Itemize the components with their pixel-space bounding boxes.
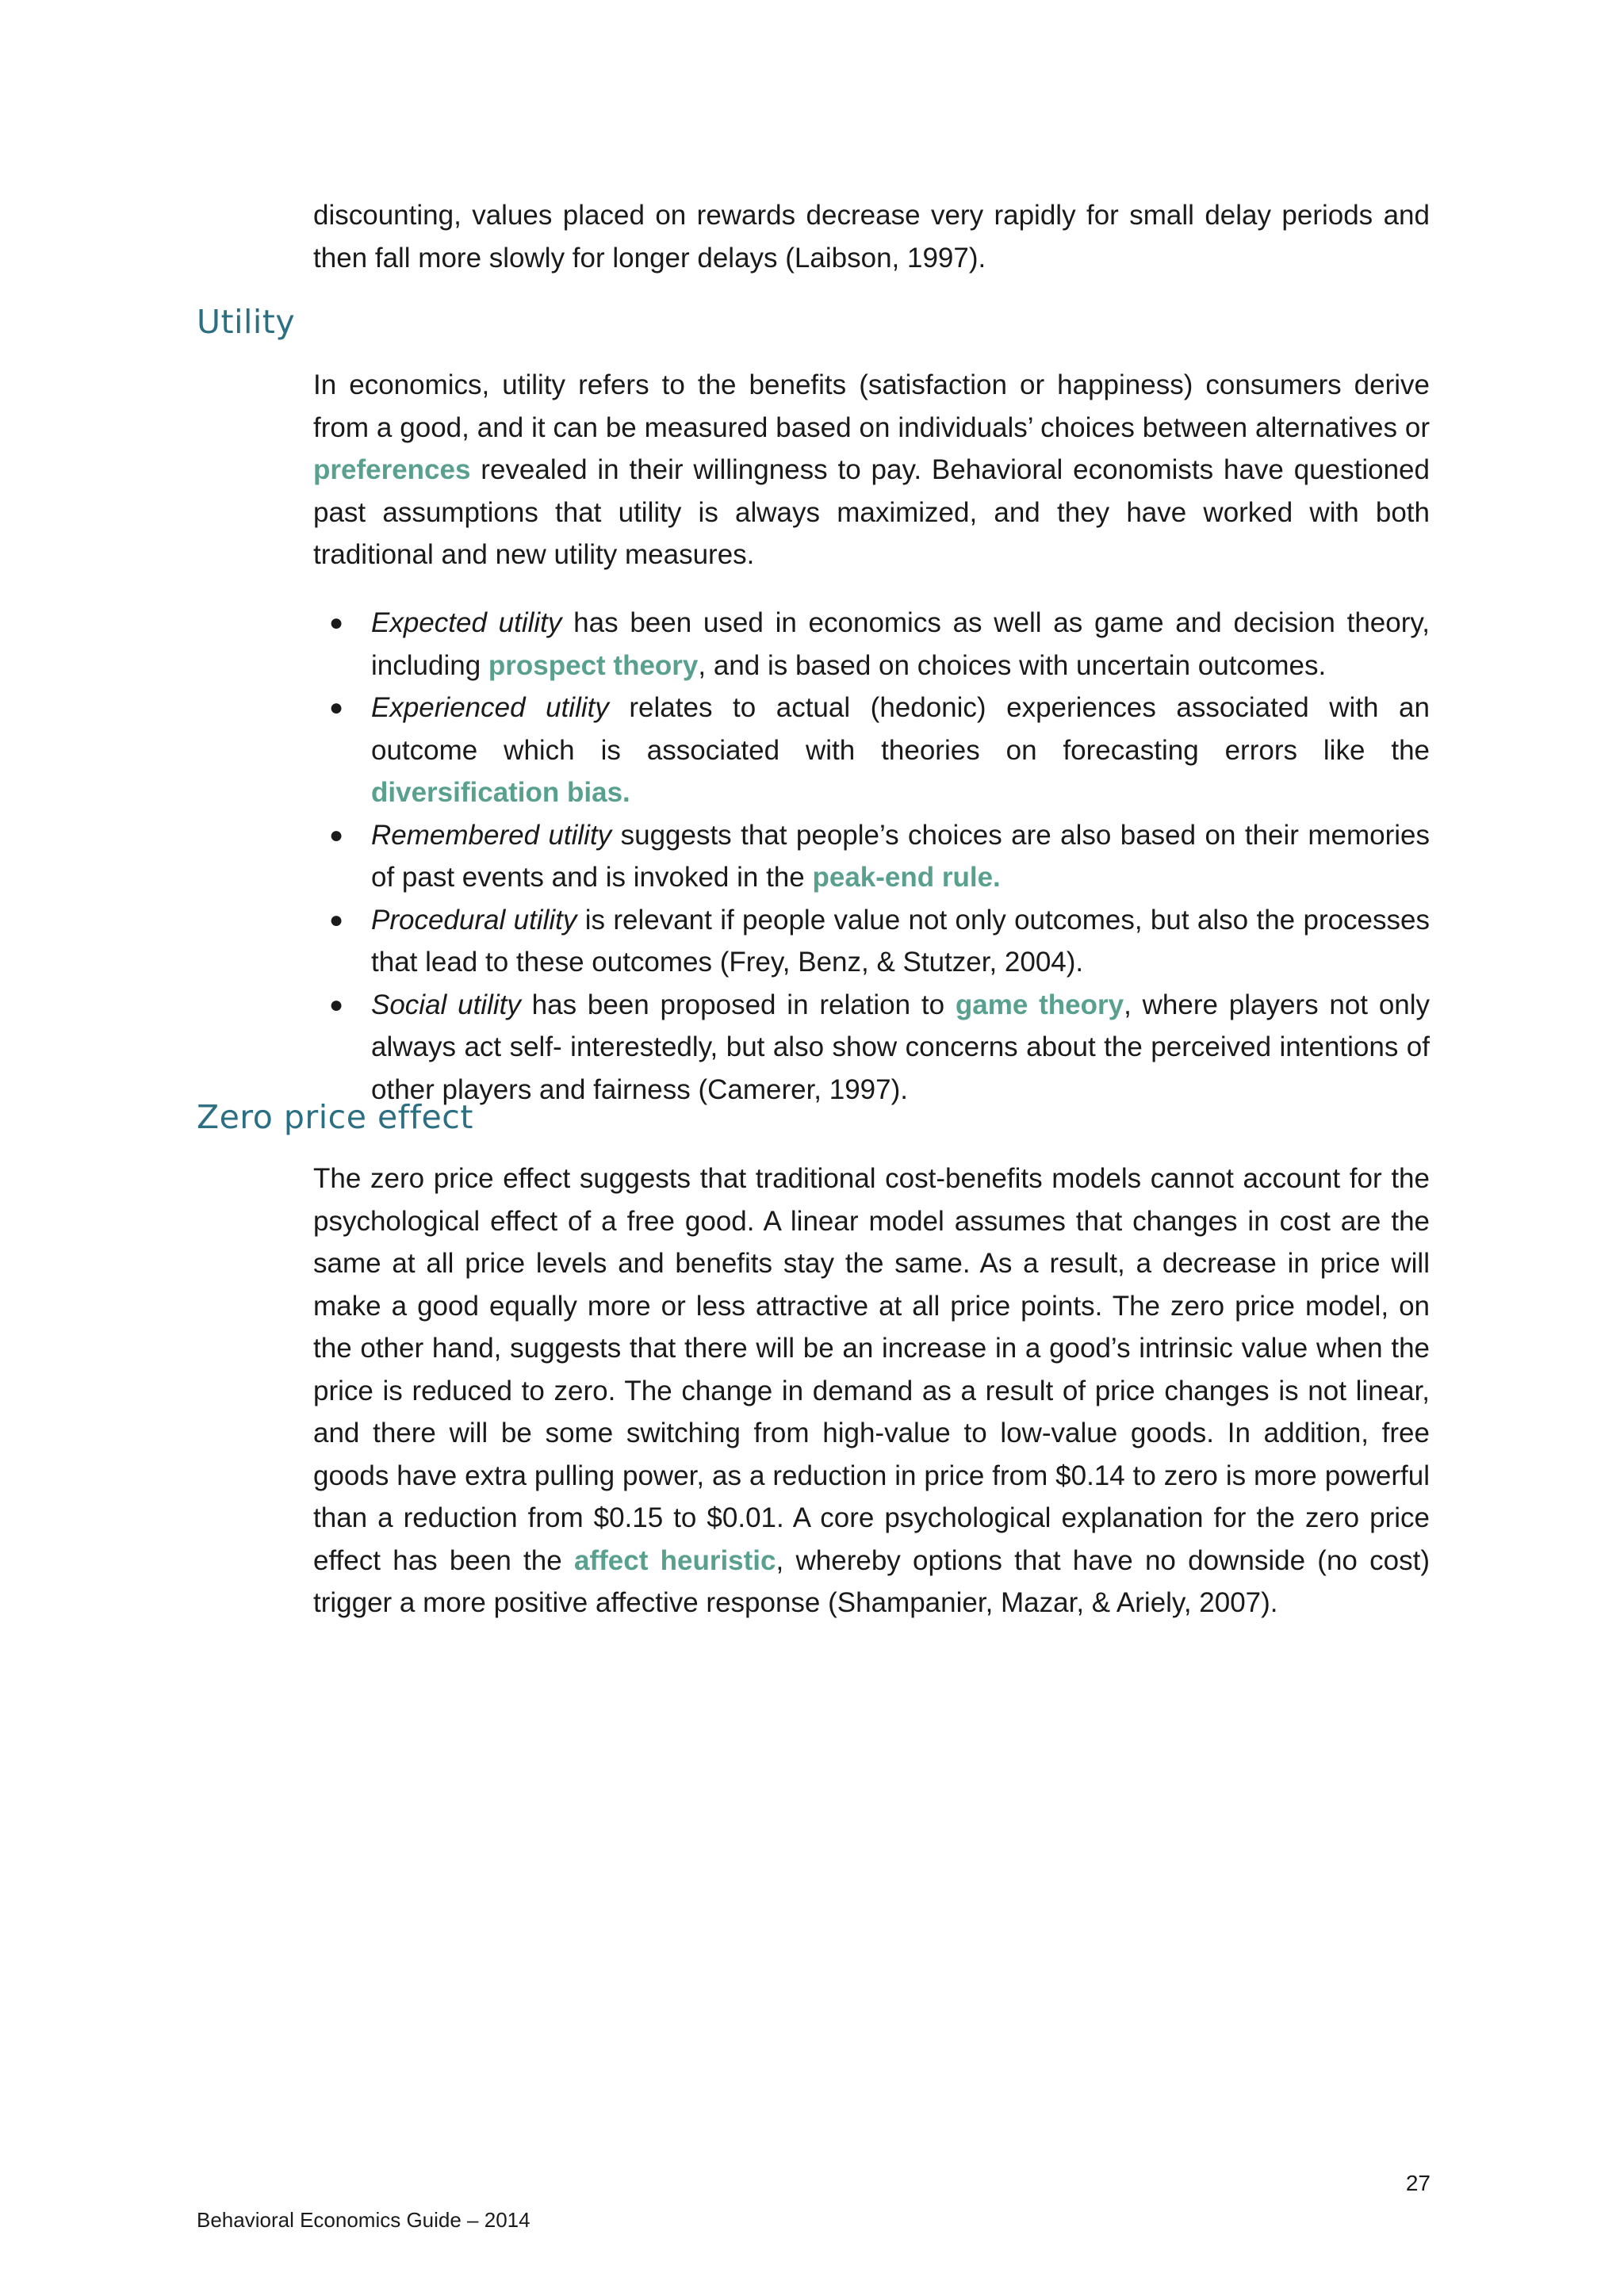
bullet-text: has been proposed in relation to: [520, 989, 956, 1020]
page-number: 27: [1405, 2171, 1431, 2195]
bullet-text: suggests that people’s choices are also based on their memories of past events and is invoked in the: [371, 819, 1430, 893]
utility-text-after: revealed in their willingness to pay. Behavioral economists have questioned past assumptions that utility is always maximized, and they have worked with both traditional and new utility measures.: [313, 454, 1430, 570]
bullet-expected-utility: [313, 602, 1430, 687]
bullet-text-after: , and is based on choices with uncertain outcomes.: [698, 649, 1327, 681]
bullet-icon: ●: [329, 906, 344, 933]
bullet-experienced-utility: [313, 687, 1430, 814]
zero-price-text-after: , whereby options that have no downside (no cost) trigger a more positive affective response (Shampanier, Mazar, & Ariely, 2007).: [313, 1544, 1431, 1618]
link-affect-heuristic[interactable]: affect heuristic: [573, 1544, 776, 1576]
bullet-term: Experienced utility: [371, 692, 609, 723]
bullet-text-after: , where players not only always act self- interestedly, but also show concerns about the perceived intentions of other players and fairness (Camerer, 1997).: [371, 989, 1431, 1105]
bullet-term: Procedural utility: [371, 904, 577, 936]
link-game-theory[interactable]: game theory: [955, 989, 1124, 1020]
utility-paragraph: [313, 364, 1430, 576]
intro-paragraph: [313, 194, 1430, 279]
zero-price-text: [313, 1158, 1430, 1624]
bullet-social-utility: [313, 984, 1430, 1112]
link-peak-end-rule[interactable]: peak-end rule.: [812, 862, 1001, 893]
bullet-text: has been used in economics as well as game and decision theory, including: [371, 607, 1430, 681]
link-diversification-bias[interactable]: diversification bias.: [371, 777, 630, 808]
utility-text: [313, 364, 1430, 576]
bullet-text: is relevant if people value not only outcomes, but also the processes that lead to these outcomes (Frey, Benz, & Stutzer, 2004).: [371, 904, 1430, 978]
bullet-term: Expected utility: [371, 607, 562, 638]
utility-text-before: In economics, utility refers to the benefits (satisfaction or happiness) consumers derive from a good, and it can be measured based on individuals’ choices between alternatives or: [313, 369, 1430, 443]
bullet-remembered-utility: [313, 814, 1430, 899]
bullet-term: Remembered utility: [371, 819, 612, 851]
bullet-text: relates to actual (hedonic) experiences associated with an outcome which is associated with theories on forecasting errors like the: [371, 692, 1430, 766]
link-prospect-theory[interactable]: prospect theory: [488, 649, 699, 681]
bullet-icon: ●: [329, 695, 344, 721]
utility-bullet-list: [313, 602, 1430, 1111]
bullet-term: Social utility: [371, 989, 521, 1020]
bullet-procedural-utility: [313, 899, 1430, 984]
zero-price-text-before: The zero price effect suggests that traditional cost-benefits models cannot account for the psychological effect of a free good. A linear model assumes that changes in cost are the same at all price levels and benefits stay the same. As a result, a decrease in price will make a good equally more or less attractive at all price points. The zero price model, on the other hand, suggests that there will be an increase in a good’s intrinsic value when the price is reduced to zero. The change in demand as a result of price changes is not linear, and there will be some switching from high-value to low-value goods. In addition, free goods have extra pulling power, as a reduction in price from $0.14 to zero is more powerful than a reduction from $0.15 to $0.01. A core psychological explanation for the zero price effect has been the: [313, 1163, 1430, 1576]
bullet-icon: ●: [329, 610, 344, 636]
footer-title: Behavioral Economics Guide – 2014: [197, 2208, 530, 2232]
section-heading-zero-price-effect: Zero price effect: [197, 1098, 473, 1136]
section-heading-utility: Utility: [197, 303, 296, 341]
link-preferences[interactable]: preferences: [313, 454, 471, 485]
zero-price-paragraph: [313, 1158, 1430, 1624]
intro-text: discounting, values placed on rewards decrease very rapidly for small delay periods and then fall more slowly for longer delays (Laibson, 1997).: [313, 200, 1430, 274]
bullet-icon: ●: [329, 821, 344, 848]
bullet-icon: ●: [329, 991, 344, 1018]
